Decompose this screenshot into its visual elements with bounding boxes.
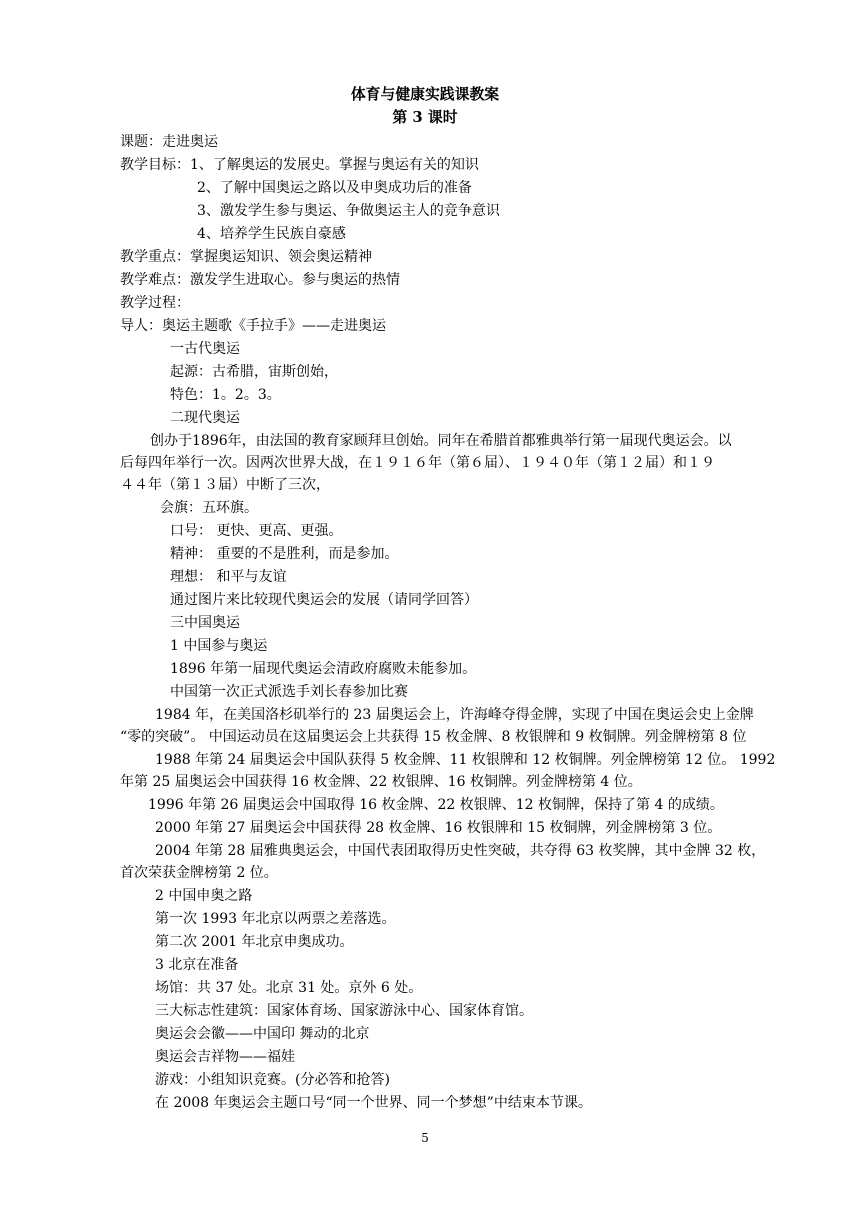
picture-compare-line: 通过图片来比较现代奥运会的发展（请同学回答）	[170, 592, 478, 608]
ideal-line: 理想： 和平与友谊	[170, 569, 287, 585]
china-first-athlete-line: 中国第一次正式派选手刘长春参加比赛	[170, 684, 408, 700]
section-ancient-heading: 一古代奥运	[170, 341, 240, 357]
china-1988-line: 1988 年第 24 届奥运会中国队获得 5 枚金牌、11 枚银牌和 12 枚铜牌。列金牌榜第 12 位。 1992	[155, 752, 776, 768]
china-1992-line: 年第 25 届奥运会中国获得 16 枚金牌、22 枚银牌、16 枚铜牌。列金牌榜第 4 位。	[120, 774, 642, 790]
china-1984-line-1: 1984 年，在美国洛杉矶举行的 23 届奥运会上，许海峰夺得金牌，实现了中国在奥运会史上金牌	[155, 707, 754, 723]
venues-line: 场馆：共 37 处。北京 31 处。京外 6 处。	[155, 980, 423, 996]
document-title: 体育与健康实践课教案	[350, 85, 500, 103]
objective-line-3: 3、激发学生参与奥运、争做奥运主人的竞争意识	[197, 203, 500, 219]
origin-line: 起源：古希腊，宙斯创始，	[170, 364, 338, 380]
section-china-heading: 三中国奥运	[170, 615, 240, 631]
lesson-number: 第 3 课时	[392, 108, 458, 126]
bid-2001-line: 第二次 2001 年北京申奥成功。	[155, 934, 354, 950]
modern-paragraph-line-1: 创办于1896年，由法国的教育家顾拜旦创始。同年在希腊首都雅典举行第一届现代奥运会。以	[150, 433, 732, 449]
objective-line-4: 4、培养学生民族自豪感	[197, 226, 346, 242]
bid-road-heading: 2 中国申奥之路	[155, 888, 253, 904]
topic-line: 课题：走进奥运	[120, 134, 218, 150]
china-participation-heading: 1 中国参与奥运	[170, 638, 268, 654]
key-point-line: 教学重点：掌握奥运知识、领会奥运精神	[120, 249, 372, 265]
modern-paragraph-line-3: ４４年（第１３届）中断了三次，	[120, 477, 330, 493]
china-1996-line: 1996 年第 26 届奥运会中国取得 16 枚金牌、22 枚银牌、12 枚铜牌，保持了第 4 的成绩。	[148, 797, 724, 813]
objective-line-2: 2、了解中国奥运之路以及申奥成功后的准备	[197, 180, 472, 196]
spirit-line: 精神： 重要的不是胜利，而是参加。	[170, 546, 399, 562]
bid-1993-line: 第一次 1993 年北京以两票之差落选。	[155, 911, 396, 927]
closing-line: 在 2008 年奥运会主题口号“同一个世界、同一个梦想”中结束本节课。	[155, 1095, 592, 1111]
flag-line: 会旗：五环旗。	[160, 500, 258, 516]
process-heading: 教学过程：	[120, 295, 190, 311]
objective-line-1: 教学目标：1、了解奥运的发展史。掌握与奥运有关的知识	[120, 157, 479, 173]
emblem-line: 奥运会会徽——中国印 舞动的北京	[155, 1026, 370, 1042]
intro-line: 导人：奥运主题歌《手拉手》——走进奥运	[120, 318, 386, 334]
landmarks-line: 三大标志性建筑：国家体育场、国家游泳中心、国家体育馆。	[155, 1003, 533, 1019]
mascot-line: 奥运会吉祥物——福娃	[155, 1049, 295, 1065]
game-line: 游戏：小组知识竞赛。(分必答和抢答)	[155, 1072, 390, 1088]
china-1984-line-2: “零的突破”。 中国运动员在这届奥运会上共获得 15 枚金牌、8 枚银牌和 9 枚铜牌。列金牌榜第 8 位	[120, 729, 747, 745]
china-1896-line: 1896 年第一届现代奥运会清政府腐败未能参加。	[170, 661, 477, 677]
difficulty-line: 教学难点：激发学生进取心。参与奥运的热情	[120, 272, 400, 288]
china-2000-line: 2000 年第 27 届奥运会中国获得 28 枚金牌、16 枚银牌和 15 枚铜牌，列金牌榜第 3 位。	[155, 820, 722, 836]
section-modern-heading: 二现代奥运	[170, 410, 240, 426]
china-2004-line-1: 2004 年第 28 届雅典奥运会，中国代表团取得历史性突破，共夺得 63 枚奖牌，其中金牌 32 枚，	[155, 843, 766, 859]
motto-line: 口号： 更快、更高、更强。	[170, 523, 343, 539]
china-2004-line-2: 首次荣获金牌榜第 2 位。	[120, 865, 278, 881]
page-number: 5	[421, 1131, 429, 1145]
preparation-heading: 3 北京在准备	[155, 957, 239, 973]
modern-paragraph-line-2: 后每四年举行一次。因两次世界大战，在１９１６年（第６届）、１９４０年（第１２届）和１９	[120, 455, 715, 471]
feature-line: 特色：1。2。3。	[170, 387, 281, 403]
